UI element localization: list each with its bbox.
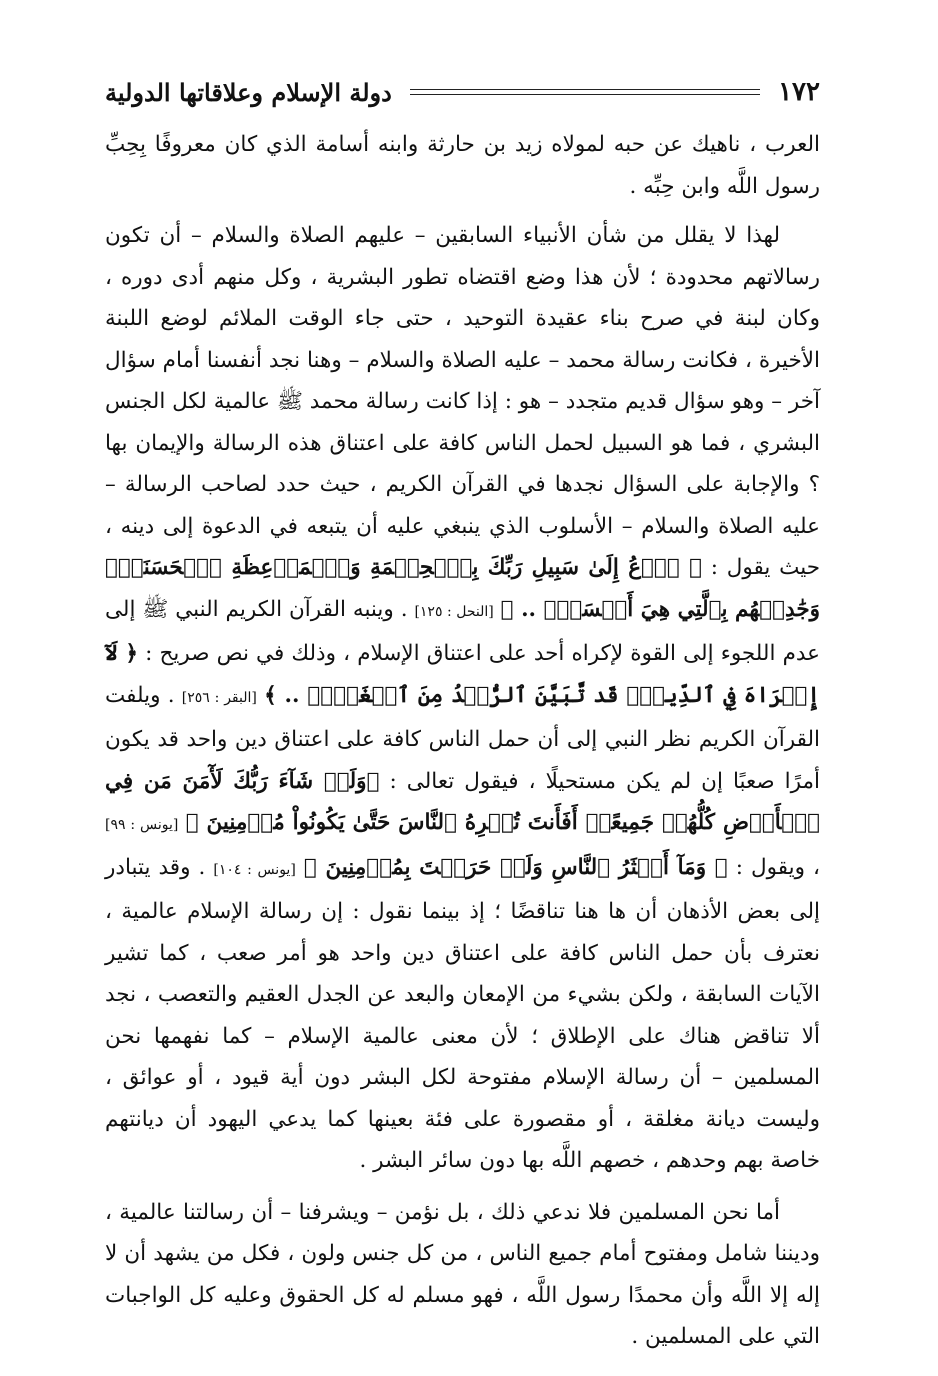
page-body [105, 124, 820, 1358]
running-header [105, 72, 820, 112]
paragraph-3: أما نحن المسلمين فلا ندعي ذلك ، بل نؤمن – ويشرفنا – أن رسالتنا عالمية ، وديننا شامل ومفتوح أمام جميع الناس ، من كل جنس ولون ، فكل من يشهد أن لا إله إلا اللَّه وأن محمدًا رسول اللَّه ، فهو مسلم له كل الحقوق وعليه كل الواجبات التي على المسلمين . [105, 1199, 820, 1349]
quran-verse-yunus-104: ﴿ وَمَآ أَكۡثَرُ ٱلنَّاسِ وَلَوۡ حَرَصۡتَ بِمُؤۡمِنِينَ ﴾ [303, 854, 728, 880]
citation-nahl: [النحل : ١٢٥] [414, 603, 494, 620]
book-title: دولة الإسلام وعلاقاتها الدولية [105, 77, 392, 107]
citation-baqara: [البقر : ٢٥٦] [181, 689, 257, 706]
quran-verse-yunus-99: ﴿وَلَوۡ شَآءَ رَبُّكَ لَأٓمَنَ مَن فِي ٱلۡأَرۡضِ كُلُّهُمۡ جَمِيعًاۚ أَفَأَنتَ تُكۡرِهُ ٱلنَّاسَ حَتَّىٰ يَكُونُواْ مُؤۡمِنِينَ ﴾ [105, 768, 821, 835]
header-double-rule [410, 89, 760, 95]
citation-yunus-99: [يونس : ٩٩] [105, 817, 179, 833]
quran-verse-nahl: ﴿ ٱدۡعُ إِلَىٰ سَبِيلِ رَبِّكَ بِٱلۡحِكۡمَةِ وَٱلۡمَوۡعِظَةِ ٱلۡحَسَنَةِۖ وَجَٰدِلۡهُم بِٱلَّتِي هِيَ أَحۡسَنُۚ .. ﴾ [105, 555, 820, 622]
page-number: ١٧٢ [778, 77, 820, 107]
quran-verse-baqara: ﴿ لَآ إِكۡرَاهَ فِي ٱلدِّينِۖ قَد تَّبَيَّنَ ٱلرُّشۡدُ مِنَ ٱلۡغَيِّۚ .. ﴾ [105, 641, 820, 708]
citation-yunus-104: [يونس : ١٠٤] [213, 861, 296, 878]
paragraph-2-text-d: ، ويقول : [735, 854, 820, 880]
paragraph-1: العرب ، ناهيك عن حبه لمولاه زيد بن حارثة وابنه أسامة الذي كان معروفًا بِحِبِّ رسول اللَّه وابن حِبِّه . [105, 132, 820, 199]
paragraph-2-text-a: لهذا لا يقلل من شأن الأنبياء السابقين – عليهم الصلاة والسلام – أن تكون رسالاتهم محدودة ؛ لأن هذا وضع اقتضاه تطور البشرية ، وكل منهم أدى دوره ، وكان لبنة في صرح بناء عقيدة التوحيد ، حتى جاء الوقت الملائم لوضع اللبنة الأخيرة ، فكانت رسالة محمد – عليه الصلاة والسلام – وهنا نجد أنفسنا أمام سؤال آخر – وهو سؤال قديم متجدد – هو : إذا كانت رسالة محمد ﷺ عالمية لكل الجنس البشري ، فما هو السبيل لحمل الناس كافة على اعتناق هذه الرسالة والإيمان بها ؟ والإجابة على السؤال نجدها في القرآن الكريم ، حيث حدد لصاحب الرسالة – عليه الصلاة والسلام – الأسلوب الذي ينبغي عليه أن يتبعه في الدعوة إلى دينه ، حيث يقول : [105, 223, 820, 580]
paragraph-2-text-e: . وقد يتبادر إلى بعض الأذهان أن ها هنا تناقضًا ؛ إذ بينما نقول : إن رسالة الإسلام عالمية ، نعترف بأن حمل الناس كافة على اعتناق دين واحد هو أمر صعب ، كما تشير الآيات السابقة ، ولكن بشيء من الإمعان والبعد عن الجدل العقيم والتعصب ، نجد ألا تناقض هناك على الإطلاق ؛ لأن معنى عالمية الإسلام – كما نفهمها نحن المسلمين – أن رسالة الإسلام مفتوحة لكل البشر دون أية قيود ، أو عوائق ، وليست ديانة مغلقة ، أو مقصورة على فئة بعينها كما يدعي اليهود أن ديانتهم خاصة بهم وحدهم ، خصهم اللَّه بها دون سائر البشر . [105, 854, 820, 1173]
paragraph-2 [105, 215, 820, 1182]
paragraph-2-text-b: . وينبه القرآن الكريم النبي ﷺ إلى عدم اللجوء إلى القوة لإكراه أحد على اعتناق الإسلام ، وذلك في نص صريح : [105, 596, 820, 666]
paragraph-2-text-c: . ويلفت القرآن الكريم نظر النبي إلى أن حمل الناس كافة على اعتناق دين واحد قد يكون أمرًا صعبًا إن لم يكن مستحيلًا ، فيقول تعالى : [105, 682, 820, 794]
